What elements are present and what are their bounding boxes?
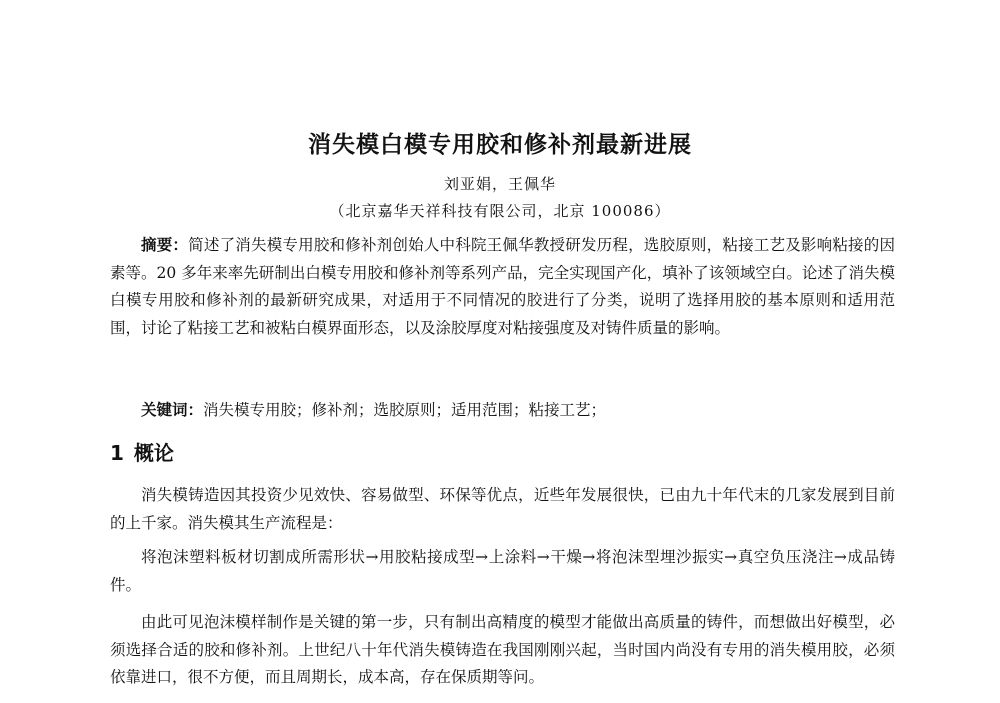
section-title: 概论 xyxy=(133,441,174,465)
body-paragraph-3: 由此可见泡沫模样制作是关键的第一步，只有制出高精度的模型才能做出高质量的铸件，而想做出好模型，必须选择合适的胶和修补剂。上世纪八十年代消失模铸造在我国刚刚兴起，当时国内尚没有专用的消失模用胶，必须依靠进口，很不方便，而且周期长，成本高，存在保质期等问。 xyxy=(110,613,895,686)
section-heading xyxy=(110,437,174,466)
abstract-paragraph xyxy=(110,232,895,342)
keywords-paragraph xyxy=(110,397,895,425)
abstract-label: 摘要： xyxy=(141,236,189,254)
paper-authors: 刘亚娟，王佩华 xyxy=(443,175,556,193)
section-number: 1 xyxy=(110,441,124,465)
body-paragraph-2: 将泡沫塑料板材切割成所需形状→用胶粘接成型→上涂料→干燥→将泡沫型埋沙振实→真空负压浇注→成品铸件。 xyxy=(110,548,895,594)
keywords-text: 消失模专用胶；修补剂；选胶原则；适用范围；粘接工艺； xyxy=(203,401,607,419)
paper-title: 消失模白模专用胶和修补剂最新进展 xyxy=(308,132,692,158)
paper-affiliation: （北京嘉华天祥科技有限公司，北京 100086） xyxy=(329,202,671,220)
abstract-text: 简述了消失模专用胶和修补剂创始人中科院王佩华教授研发历程，选胶原则，粘接工艺及影响粘接的因素等。20 多年来率先研制出白模专用胶和修补剂等系列产品，完全实现国产化，填补了该领域空白。论述了消失模白模专用胶和修补剂的最新研究成果，对适用于不同情况的胶进行了分类，说明了选择用胶的基本原则和适用范围，讨论了粘接工艺和被粘白模界面形态，以及涂胶厚度对粘接强度及对铸件质量的影响。 xyxy=(110,236,895,337)
body-paragraph-1: 消失模铸造因其投资少见效快、容易做型、环保等优点，近些年发展很快，已由九十年代末的几家发展到目前的上千家。消失模其生产流程是： xyxy=(110,486,895,532)
keywords-label: 关键词： xyxy=(141,401,204,419)
